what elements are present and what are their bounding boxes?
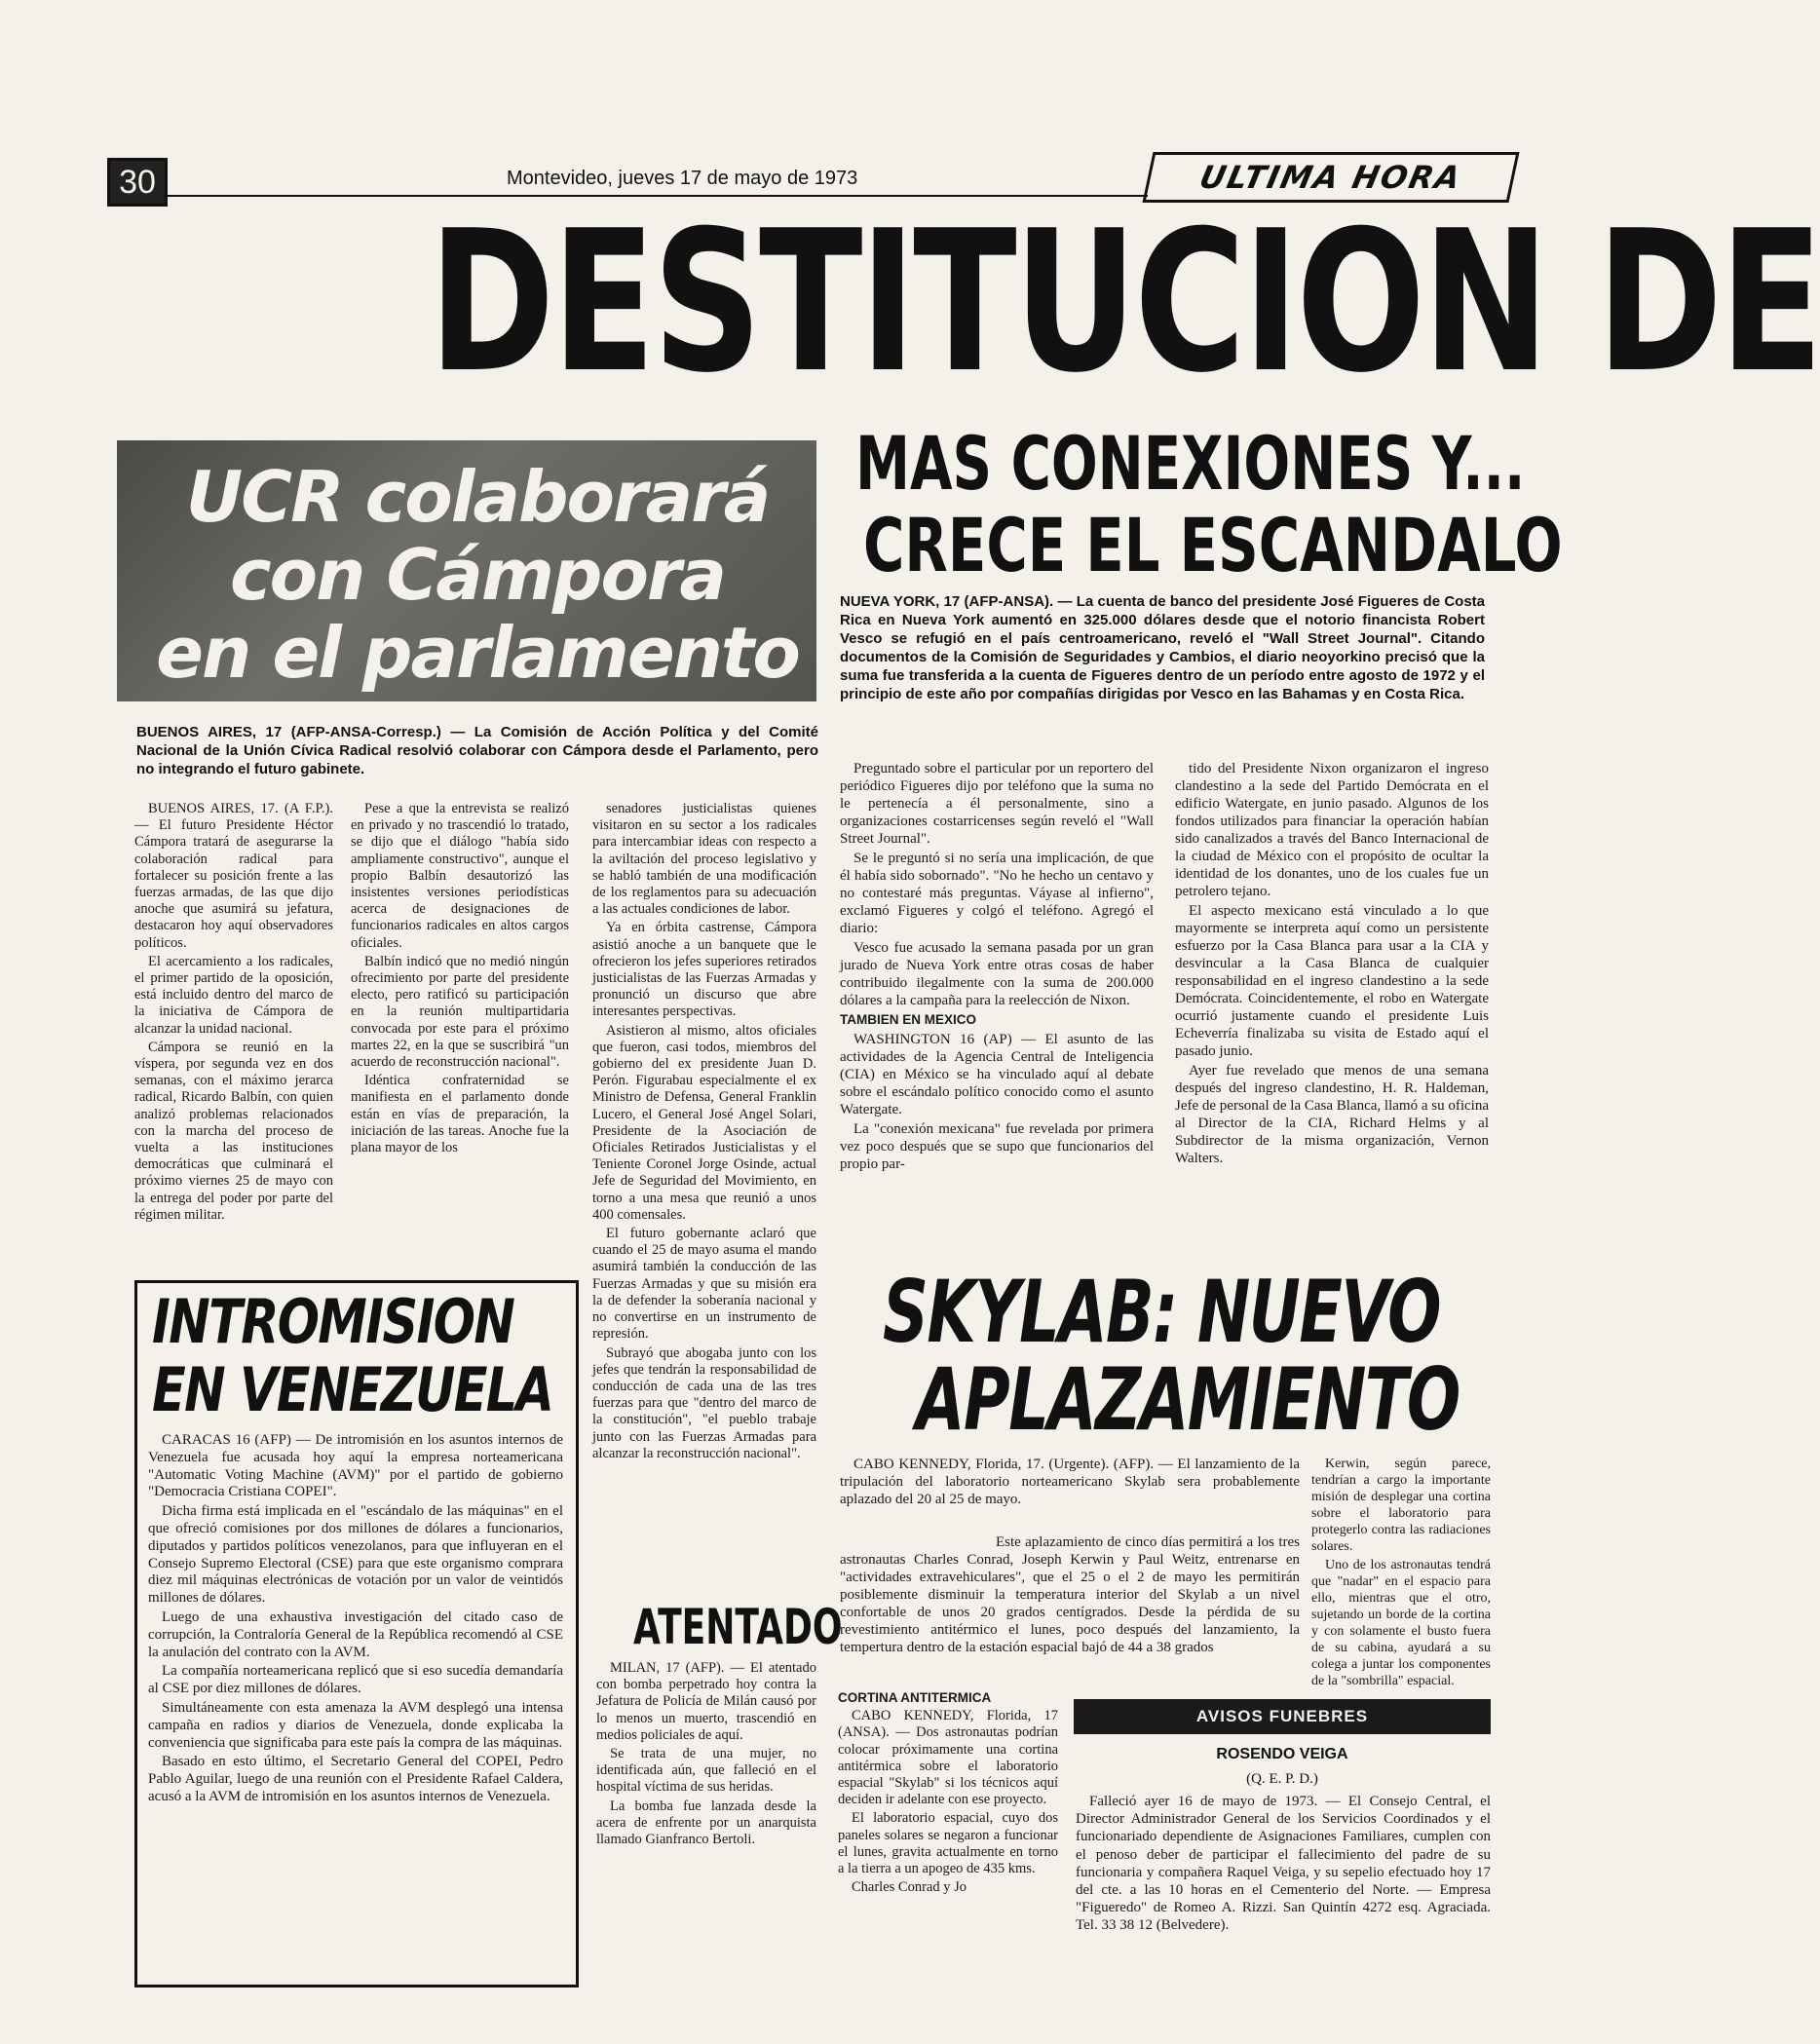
- paragraph: Vesco fue acusado la semana pasada por un gran jurado de Nueva York entre otras cosas de haber contribuido ilegalmente con la suma de 200.000 dólares a la campaña para la reelección de Nixon.: [840, 940, 1154, 1008]
- paragraph: Ya en órbita castrense, Cámpora asistió anoche a un banquete que le ofrecieron los jefes superiores retirados justicialistas de las Fuerzas Armadas y pronunció un discurso que abre interesantes perspectivas.: [592, 920, 816, 1020]
- ucr-headline: [136, 458, 818, 692]
- skylab-column-2: [1311, 1456, 1491, 1689]
- paragraph: Se trata de una mujer, no identificada aún, que falleció en el hospital víctima de sus heridas.: [596, 1746, 816, 1796]
- paragraph: Pese a que la entrevista se realizó en privado y no trascendió lo tratado, se dijo que el diálogo "había sido ampliamente constructivo", aunque el propio Balbín desautorizó las insistentes versiones periodísticas acerca de designaciones de funcionarios radicales en altos cargos oficiales.: [351, 801, 569, 951]
- ucr-headline-line: UCR colaborará: [185, 456, 770, 538]
- paragraph: Luego de una exhaustiva investigación del citado caso de corrupción, la Contraloría General de la República recomendó al CSE la anulación del contrato con la AVM.: [148, 1609, 563, 1660]
- avisos-header: AVISOS FUNEBRES: [1074, 1699, 1491, 1734]
- paragraph: MILAN, 17 (AFP). — El atentado con bomba perpetrado hoy contra la Jefatura de Policía de Milán causó por lo menos un muerto, trascendió en medios policiales de aquí.: [596, 1660, 816, 1743]
- dateline: Montevideo, jueves 17 de mayo de 1973: [507, 168, 858, 189]
- paragraph: Se le preguntó si no sería una implicación, de que él había sido sobornado". "No he hecho un centavo y no contestaré más preguntas. Váyase al infierno", exclamó Figueres y colgó el teléfono. Agregó el diario:: [840, 851, 1154, 936]
- paragraph: CARACAS 16 (AFP) — De intromisión en los asuntos internos de Venezuela fue acusada hoy aquí la empresa norteamericana "Automatic Voting Machine (AVM)" por el partido de gobierno "Democracia Cristiana COPEI".: [148, 1432, 563, 1500]
- paragraph: Charles Conrad y Jo: [852, 1879, 967, 1896]
- paragraph: senadores justicialistas quienes visitaron en su sector a los radicales para intercambiar ideas con respecto a la aviltación del proceso legislativo y se habló también de una modificación de los reglamentos para su adecuación a las actuales condiciones de labor.: [592, 801, 816, 918]
- avisos-body: [1076, 1793, 1491, 1978]
- paragraph: Dicha firma está implicada en el "escándalo de las máquinas" en el que ofreció comisiones por dos millones de dólares a funcionarios, diputados y partidos políticos venezolanos, para que influyeran en el Consejo Supremo Electoral (CSE) para que este organismo comprara diez mil máquinas electrónicas de votación por un valor de veintidós millones de dólares.: [148, 1503, 563, 1607]
- vesco-column-2: [1175, 760, 1489, 1257]
- vesco-lead: NUEVA YORK, 17 (AFP-ANSA). — La cuenta de banco del presidente José Figueres de Costa Rica en Nueva York aumentó en 325.000 dólares desde que el notorio financista Robert Vesco se refugió en el país centroamericano, reveló el "Wall Street Journal". Citando documentos de la Comisión de Seguridades y Cambios, el diario neoyorkino precisó que la suma fue transferida a la cuenta de Figueres dentro de un período entre agosto de 1972 y el principio de este año por compañías dirigidas por Vesco en las Bahamas y en Costa Rica.: [840, 593, 1485, 702]
- paragraph: Idéntica confraternidad se manifiesta en el parlamento donde están en vías de preparación, la iniciación de las tareas. Anoche fue la plana mayor de los: [351, 1073, 569, 1156]
- paragraph: Basado en esto último, el Secretario General del COPEI, Pedro Pablo Aguilar, luego de una reunión con el Presidente Rafael Caldera, acusó a la AVM de intromisión en los asuntos internos de Venezuela.: [148, 1754, 563, 1804]
- skylab-column-3: [838, 1689, 1058, 1982]
- atentado-body: [596, 1660, 816, 1982]
- paragraph: WASHINGTON 16 (AP) — El asunto de las actividades de la Agencia Central de Inteligencia (CIA) en México se ha vinculado aquí al debate sobre el escándalo político conocido como el asunto Watergate.: [840, 1032, 1154, 1117]
- paragraph: El laboratorio espacial, cuyo dos paneles solares se negaron a funcionar el lunes, gravita actualmente en torno a la tierra a un apogeo de 435 kms.: [838, 1810, 1058, 1877]
- page-number: 30: [107, 158, 168, 207]
- ucr-headline-line: con Cámpora: [229, 534, 725, 616]
- paragraph: Subrayó que abogaba junto con los jefes que tendrán la responsabilidad de conducción de cada una de las tres fuerzas para que "dentro del marco de la constitución", "el pueblo trabaje junto con las Fuerzas Armadas para alcanzar la reconstrucción nacional".: [592, 1344, 816, 1461]
- vesco-headline-1: MAS CONEXIONES Y...: [855, 420, 1526, 507]
- vesco-headline-2: CRECE EL ESCANDALO: [863, 502, 1563, 588]
- paragraph: Falleció ayer 16 de mayo de 1973. — El Consejo Central, el Director Administrador General de los Servicios Coordinados y el funcionariado dependiente de Asignaciones Familiares, cumplen con el penoso deber de participar el fallecimiento del padre de su funcionaria y compañera Raquel Veiga, y su sepelio efectuado hoy 17 del cte. a las 10 horas en el Cementerio del Norte. — Empresa "Figueredo" de Romeo A. Rizzi. San Quintín 4272 esq. Agraciada. Tel. 33 38 12 (Belvedere).: [1076, 1794, 1491, 1934]
- avisos-name: ROSENDO VEIGA: [1216, 1746, 1348, 1762]
- paragraph: La compañía norteamericana replicó que si eso sucedía demandaría al CSE por diez millones de dólares.: [148, 1663, 563, 1697]
- venezuela-headline-line: INTROMISION: [152, 1286, 514, 1357]
- avisos-qepd: (Q. E. P. D.): [1246, 1771, 1318, 1787]
- skylab-column-1: [840, 1456, 1300, 1530]
- ucr-column-2: [351, 801, 569, 1259]
- paragraph: Simultáneamente con esta amenaza la AVM desplegó una intensa campaña en radios y diarios de Venezuela, donde explicaba la conveniencia que significaba para este país la compra de las máquinas.: [148, 1699, 563, 1751]
- paragraph: CABO KENNEDY, Florida, 17. (Urgente). (AFP). — El lanzamiento de la tripulación del laboratorio norteamericano Skylab sera probablemente aplazado del 20 al 25 de mayo.: [840, 1457, 1300, 1507]
- ucr-column-1: [134, 801, 333, 1259]
- skylab-headline-line: APLAZAMIENTO: [916, 1349, 1460, 1450]
- skylab-wide-column: [840, 1533, 1300, 1682]
- paragraph: Kerwin, según parece, tendrían a cargo la importante misión de desplegar una cortina sobre el laboratorio para protegerlo contra las radiaciones solares.: [1311, 1457, 1491, 1554]
- paragraph: El acercamiento a los radicales, el primer partido de la oposición, está incluido dentro del marco de la iniciativa de Cámpora de alcanzar la unidad nacional.: [134, 953, 333, 1037]
- paragraph: El futuro gobernante aclaró que cuando el 25 de mayo asuma el mando asumirá también la conducción de las Fuerzas Armadas y que su misión era la de defender la soberanía nacional y no convertirse en un instrumento de represión.: [592, 1226, 816, 1343]
- paragraph: Asistieron al mismo, altos oficiales que fueron, casi todos, miembros del gobierno del ex presidente Juan D. Perón. Figurabau especialmente el ex Ministro de Defensa, General Franklin Lucero, el General José Angel Solari, Presidente de la Asociación de Oficiales Retirados Justicialistas y el Teniente Coronel Jorge Osinde, actual Jefe de Seguridad del Movimiento, en torno a una mesa que reunió a unos 400 comensales.: [592, 1022, 816, 1223]
- paragraph: La "conexión mexicana" fue revelada por primera vez poco después que se supo que funcionarios del propio par-: [840, 1121, 1154, 1172]
- ucr-headline-line: en el parlamento: [156, 612, 799, 694]
- paragraph: Cámpora se reunió en la víspera, por segunda vez en dos semanas, con el máximo jerarca radical, Ricardo Balbín, con quien analizó problemas relacionados con la marcha del proceso de vuelta a las instituciones democráticas que culminará el próximo viernes 25 de mayo con la entrega del poder por parte del régimen militar.: [134, 1039, 333, 1223]
- paragraph: El aspecto mexicano está vinculado a lo que mayormente se interpreta aquí como un persistente esfuerzo por la Casa Blanca para usar a la CIA y desvincular a la Casa Blanca de cualquier responsabilidad en el ingreso clandestino a la sede Demócrata. Coincidentemente, el robo en Watergate ocurrió justamente cuando el presidente Luis Echeverría finalizaba su visita de Estado aquí el pasado junio.: [1175, 903, 1489, 1059]
- masthead-logo-text: ULTIMA HORA: [1195, 159, 1466, 196]
- paragraph: Este aplazamiento de cinco días permitirá a los tres astronautas Charles Conrad, Joseph Kerwin y Paul Weitz, entrenarse en "actividades extravehiculares", que el 25 o el 2 de mayo les permitirán posiblemente disminuir la temperatura interior del Skylab a un nivel confortable de unos 20 grados centígrados. Desde la pérdida de su revestimiento antitérmico el lunes, poco después del lanzamiento, la tempertura dentro de la estación espacial bajó de 44 a 38 grados: [840, 1534, 1300, 1655]
- paragraph: Uno de los astronautas tendrá que "nadar" en el espacio para ello, mientras que el otro, sujetando un borde de la cortina y con solamente el busto fuera de su cabina, ayudará a su colega a juntar los componentes de la "sombrilla" espacial.: [1311, 1558, 1491, 1688]
- paragraph: La bomba fue lanzada desde la acera de enfrente por un anarquista llamado Gianfranco Bertoli.: [596, 1798, 816, 1848]
- paragraph: Preguntado sobre el particular por un reportero del periódico Figueres dijo por teléfono que la suma no le pertenecía a él personalmente, sino a organizaciones costarricenses según reveló el "Wall Street Journal".: [840, 761, 1154, 847]
- ucr-lead: BUENOS AIRES, 17 (AFP-ANSA-Corresp.) — La Comisión de Acción Política y del Comité Nacional de la Unión Cívica Radical resolvió colaborar con Cámpora desde el Parlamento, pero no integrando el futuro gabinete.: [136, 724, 818, 777]
- venezuela-headline: [152, 1288, 561, 1424]
- vesco-subhead: TAMBIEN EN MEXICO: [840, 1012, 977, 1027]
- venezuela-body: [148, 1432, 563, 1974]
- paragraph: Ayer fue revelado que menos de una semana después del ingreso clandestino, H. R. Haldeman, Jefe de personal de la Casa Blanca, llamó a su oficina al Director de la CIA, Richard Helms y al Subdirector de la misma organización, Vernon Walters.: [1175, 1063, 1489, 1166]
- paragraph: BUENOS AIRES, 17. (A F.P.). — El futuro Presidente Héctor Cámpora tratará de asegurarse la colaboración radical para fortalecer su posición frente a las fuerzas armadas, de las que dijo anoche que asumirá su jefatura, destacaron hoy aquí observadores políticos.: [134, 801, 333, 951]
- paragraph: tido del Presidente Nixon organizaron el ingreso clandestino a la sede del Partido Demócrata en el edificio Watergate, en junio pasado. Algunos de los fondos utilizados para financiar la operación habían sido canalizados a través del Banco Internacional de la ciudad de México con el propósito de ocultar la identidad de los donantes, uno de los cuales fue un petrolero tejano.: [1175, 761, 1489, 899]
- paragraph: Balbín indicó que no medió ningún ofrecimiento por parte del presidente electo, pero ratificó su participación en la reunión multipartidaria convocada por este para el próximo martes 22, en la que se suscribirá "un acuerdo de reconstrucción nacional".: [351, 953, 569, 1071]
- skylab-subhead: CORTINA ANTITERMICA: [838, 1690, 992, 1705]
- skylab-headline-line: SKYLAB: NUEVO: [883, 1262, 1440, 1362]
- vesco-column-1: [840, 760, 1154, 1257]
- ucr-column-3: [592, 801, 816, 1588]
- paragraph: CABO KENNEDY, Florida, 17 (ANSA). — Dos astronautas podrían colocar próximamente una cortina antitérmica sobre el laboratorio espacial "Skylab" si los técnicos aquí deciden ir adelante con ese proyecto.: [838, 1708, 1058, 1808]
- atentado-headline: ATENTADO: [633, 1599, 843, 1655]
- skylab-headline: [883, 1262, 1506, 1450]
- banner-headline: DESTITUCION DE: [429, 189, 1820, 416]
- venezuela-headline-line: EN VENEZUELA: [152, 1354, 553, 1425]
